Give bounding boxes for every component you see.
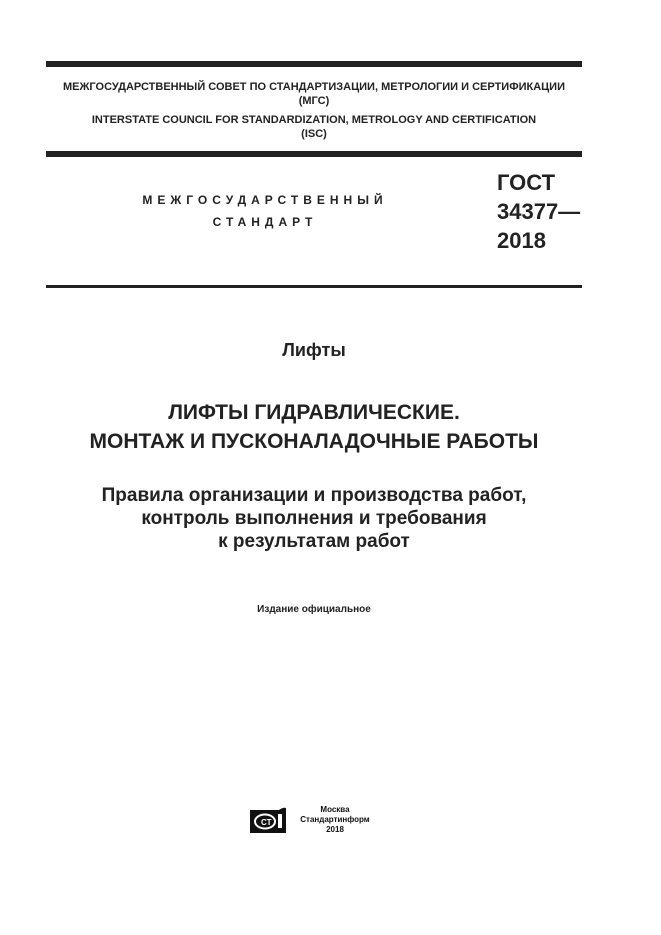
gost-label: ГОСТ — [497, 170, 556, 195]
edition-label: Издание официальное — [257, 604, 371, 615]
publisher-name: Стандартинформ — [300, 815, 370, 824]
publisher-year: 2018 — [326, 825, 344, 834]
standard-type-line2: СТАНДАРТ — [212, 215, 318, 229]
subtitle-line3: к результатам работ — [218, 531, 410, 552]
top-divider — [46, 61, 582, 67]
document-subtitle — [46, 484, 582, 553]
document-group: Лифты — [282, 340, 346, 360]
council-en-name: INTERSTATE COUNCIL FOR STANDARDIZATION, METROLOGY AND CERTIFICATION — [91, 114, 537, 126]
standartinform-logo-icon — [249, 805, 287, 835]
middle-divider — [46, 151, 582, 157]
subtitle-line2: контроль выполнения и требования — [141, 508, 487, 529]
gost-number: 34377— — [497, 199, 581, 224]
standard-type — [120, 189, 410, 233]
gost-year: 2018 — [497, 228, 546, 253]
publisher-block — [290, 805, 380, 835]
lower-divider — [46, 285, 582, 288]
standard-type-line1: МЕЖГОСУДАРСТВЕННЫЙ — [142, 193, 388, 207]
council-en-block — [46, 113, 582, 141]
council-ru-block — [46, 80, 582, 108]
council-ru-name: МЕЖГОСУДАРСТВЕННЫЙ СОВЕТ ПО СТАНДАРТИЗАЦИИ, МЕТРОЛОГИИ И СЕРТИФИКАЦИИ — [62, 81, 565, 93]
gost-designation — [497, 168, 580, 255]
svg-text:СТ: СТ — [261, 818, 272, 827]
publisher-city: Москва — [320, 805, 350, 814]
subtitle-line1: Правила организации и производства работ, — [101, 485, 527, 506]
title-line2: МОНТАЖ И ПУСКОНАЛАДОЧНЫЕ РАБОТЫ — [89, 430, 539, 453]
document-title — [46, 398, 582, 456]
council-en-abbr: (ISC) — [301, 128, 327, 140]
title-line1: ЛИФТЫ ГИДРАВЛИЧЕСКИЕ. — [168, 401, 460, 424]
council-ru-abbr: (МГС) — [298, 95, 330, 107]
